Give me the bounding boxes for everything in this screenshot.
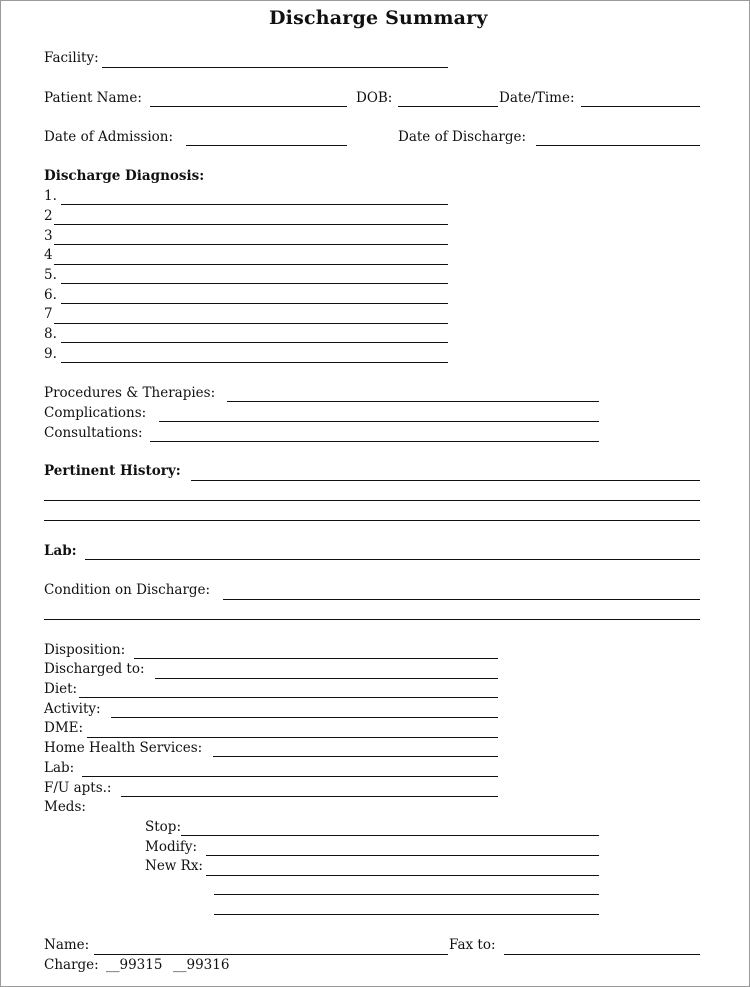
lab-field[interactable] — [85, 559, 700, 560]
home-health-label: Home Health Services: — [44, 740, 203, 756]
consultations-field[interactable] — [150, 441, 599, 442]
diagnosis-number: 3 — [44, 228, 53, 244]
date-admission-field[interactable] — [186, 145, 347, 146]
diagnosis-number: 1. — [44, 188, 57, 204]
fax-to-field[interactable] — [504, 954, 700, 955]
diagnosis-line[interactable] — [54, 224, 448, 225]
diagnosis-number: 8. — [44, 326, 57, 342]
fu-apts-field[interactable] — [121, 796, 498, 797]
charge-label: Charge: — [44, 957, 99, 973]
meds-new-rx-field[interactable] — [206, 875, 599, 876]
dme-label: DME: — [44, 720, 84, 736]
discharged-to-label: Discharged to: — [44, 661, 145, 677]
discharge-diagnosis-heading: Discharge Diagnosis: — [44, 168, 205, 184]
dme-field[interactable] — [87, 737, 498, 738]
meds-modify-field[interactable] — [206, 855, 599, 856]
page-title: Discharge Summary — [269, 7, 488, 29]
patient-name-label: Patient Name: — [44, 90, 142, 106]
pertinent-history-label: Pertinent History: — [44, 463, 181, 479]
diagnosis-number: 2 — [44, 208, 53, 224]
disposition-label: Disposition: — [44, 642, 126, 658]
diagnosis-line[interactable] — [54, 244, 448, 245]
diagnosis-line[interactable] — [61, 342, 448, 343]
diagnosis-line[interactable] — [61, 303, 448, 304]
meds-new-rx-line[interactable] — [214, 914, 599, 915]
complications-label: Complications: — [44, 405, 147, 421]
diagnosis-number: 6. — [44, 287, 57, 303]
charge-code-99315[interactable]: __99315 — [106, 957, 163, 973]
meds-stop-label: Stop: — [145, 819, 181, 835]
date-admission-label: Date of Admission: — [44, 129, 174, 145]
discharged-to-field[interactable] — [155, 678, 498, 679]
pertinent-history-line[interactable] — [44, 520, 700, 521]
meds-new-rx-label: New Rx: — [145, 858, 203, 874]
charge-code-99316[interactable]: __99316 — [173, 957, 230, 973]
complications-field[interactable] — [159, 421, 599, 422]
facility-label: Facility: — [44, 50, 99, 66]
facility-field[interactable] — [102, 67, 448, 68]
name-field[interactable] — [94, 954, 448, 955]
dob-field[interactable] — [398, 106, 498, 107]
meds-label: Meds: — [44, 799, 86, 815]
diagnosis-line[interactable] — [61, 362, 448, 363]
disposition-lab-label: Lab: — [44, 760, 75, 776]
pertinent-history-line[interactable] — [44, 500, 700, 501]
diagnosis-number: 9. — [44, 346, 57, 362]
disposition-lab-field[interactable] — [82, 776, 498, 777]
diagnosis-line[interactable] — [61, 204, 448, 205]
diagnosis-line[interactable] — [61, 283, 448, 284]
diagnosis-line[interactable] — [54, 264, 448, 265]
lab-label: Lab: — [44, 543, 77, 559]
date-time-label: Date/Time: — [499, 90, 575, 106]
date-discharge-field[interactable] — [536, 145, 700, 146]
diet-label: Diet: — [44, 681, 78, 697]
condition-line[interactable] — [44, 619, 700, 620]
fax-to-label: Fax to: — [449, 937, 496, 953]
fu-apts-label: F/U apts.: — [44, 780, 112, 796]
dob-label: DOB: — [356, 90, 393, 106]
diagnosis-line[interactable] — [54, 323, 448, 324]
procedures-field[interactable] — [227, 401, 599, 402]
meds-new-rx-line[interactable] — [214, 894, 599, 895]
meds-stop-field[interactable] — [181, 835, 599, 836]
activity-field[interactable] — [111, 717, 498, 718]
activity-label: Activity: — [44, 701, 101, 717]
date-discharge-label: Date of Discharge: — [398, 129, 526, 145]
diet-field[interactable] — [79, 697, 498, 698]
condition-label: Condition on Discharge: — [44, 582, 211, 598]
pertinent-history-field[interactable] — [191, 480, 700, 481]
diagnosis-number: 5. — [44, 267, 57, 283]
meds-modify-label: Modify: — [145, 839, 198, 855]
consultations-label: Consultations: — [44, 425, 143, 441]
diagnosis-number: 7 — [44, 306, 53, 322]
disposition-field[interactable] — [134, 658, 498, 659]
home-health-field[interactable] — [213, 756, 498, 757]
diagnosis-number: 4 — [44, 247, 53, 263]
patient-name-field[interactable] — [150, 106, 347, 107]
procedures-label: Procedures & Therapies: — [44, 385, 216, 401]
condition-field[interactable] — [223, 599, 700, 600]
date-time-field[interactable] — [581, 106, 700, 107]
name-label: Name: — [44, 937, 90, 953]
